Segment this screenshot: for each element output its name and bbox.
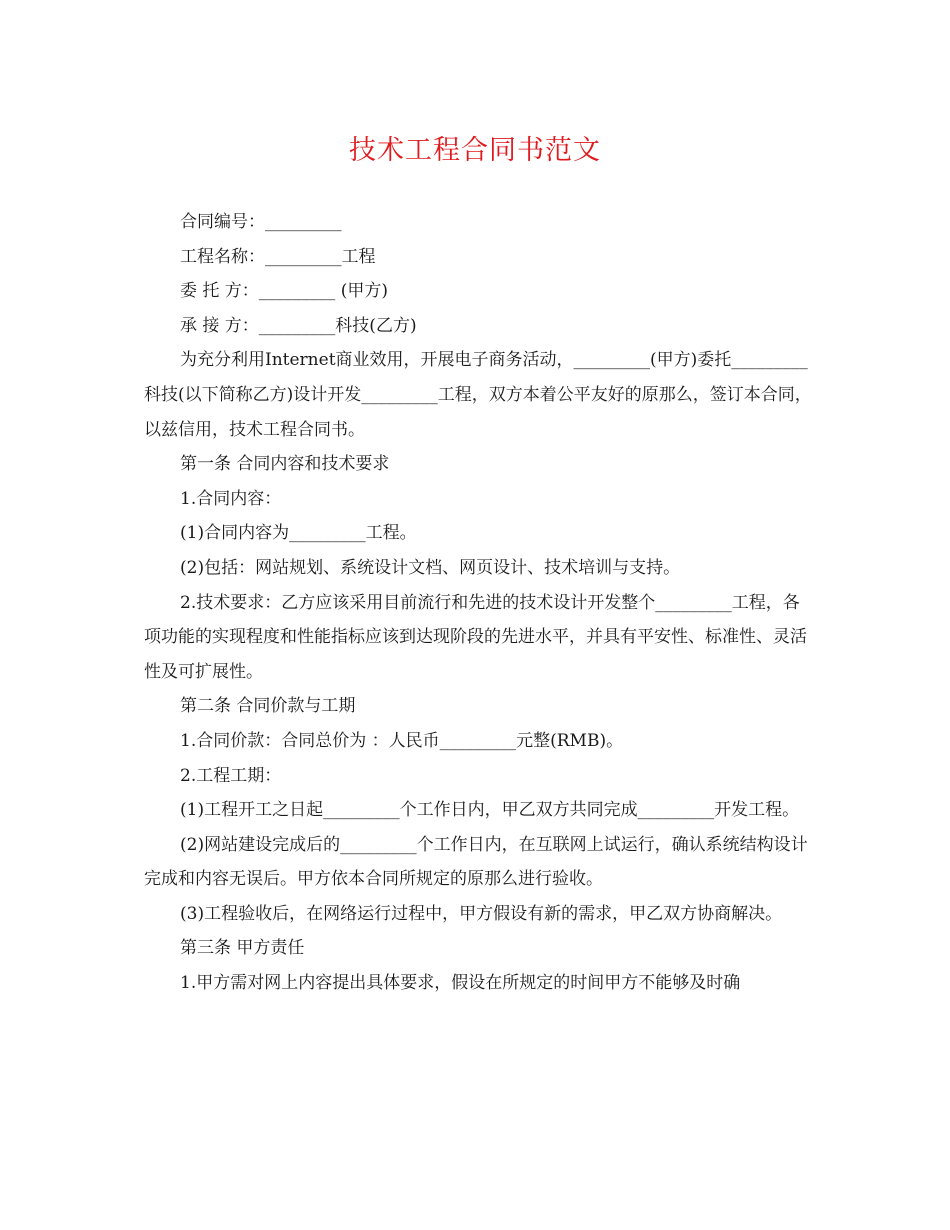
article-2-item-2-sub-2: (2)网站建设完成后的_________个工作日内，在互联网上试运行，确认系统结构设计完成和内容无误后。甲方依本合同所规定的原那么进行验收。 <box>144 834 808 890</box>
article-2-item-2-sub-1: (1)工程开工之日起_________个工作日内，甲乙双方共同完成_________开发工程。 <box>180 800 800 821</box>
article-1-item-1-sub-1: (1)合同内容为_________工程。 <box>180 523 417 544</box>
project-name-line: 工程名称：_________工程 <box>180 246 376 267</box>
contract-number-line: 合同编号：_________ <box>180 212 342 232</box>
article-2-item-2: 2.工程工期： <box>180 765 282 786</box>
article-2-item-2-sub-3: (3)工程验收后，在网络运行过程中，甲方假设有新的需求，甲乙双方协商解决。 <box>180 903 783 924</box>
article-2-item-1: 1.合同价款：合同总价为 ：人民币_________元整(RMB)。 <box>180 730 624 751</box>
contractor-line: 承 接 方：_________科技(乙方) <box>180 315 417 336</box>
client-line: 委 托 方：_________ (甲方) <box>180 281 388 302</box>
article-1-item-2: 2.技术要求：乙方应该采用目前流行和先进的技术设计开发整个_________工程，各项功能的实现程度和性能指标应该到达现阶段的先进水平，并具有平安性、标准性、灵活性及可扩展性。 <box>144 592 807 682</box>
article-3-item-1: 1.甲方需对网上内容提出具体要求，假设在所规定的时间甲方不能够及时确 <box>180 973 741 994</box>
article-1-item-1: 1.合同内容： <box>180 488 282 509</box>
article-2-heading: 第二条 合同价款与工期 <box>180 696 356 717</box>
document-body <box>144 205 814 1001</box>
article-1-heading: 第一条 合同内容和技术要求 <box>180 454 390 475</box>
article-1-item-1-sub-2: (2)包括：网站规划、系统设计文档、网页设计、技术培训与支持。 <box>180 557 681 578</box>
preamble-paragraph: 为充分利用Internet商业效用，开展电子商务活动，_________(甲方)委托_________科技(以下简称乙方)设计开发_________工程，双方本着公平友好的原那么，签订本合同，以兹信用，技术工程合同书。 <box>144 350 812 440</box>
document-title: 技术工程合同书范文 <box>349 135 601 166</box>
article-3-heading: 第三条 甲方责任 <box>180 938 305 959</box>
